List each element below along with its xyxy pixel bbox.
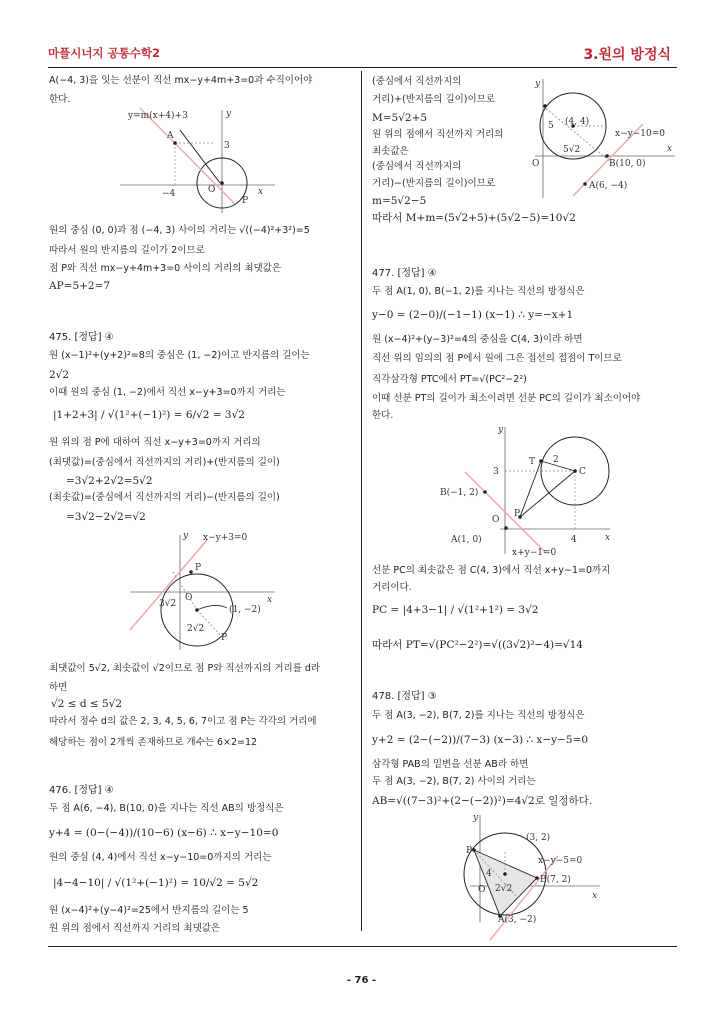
fig477-C: C (579, 467, 586, 477)
column-divider (361, 71, 362, 931)
p477-after-1: 선분 PC의 최솟값은 점 C(4, 3)에서 직선 x+y−1=0까지 (372, 565, 611, 576)
p477-line-3: 원 (x−4)²+(y−3)²=4의 중심을 C(4, 3)이라 하면 (372, 334, 583, 345)
p474-line-2: 따라서 원의 반지름의 길이가 2이므로 (49, 245, 205, 256)
p477-line-2: y−0 = (2−0)/(−1−1) (x−1) ∴ y=−x+1 (372, 309, 574, 321)
problem-476-title: 476. [정답] ④ (49, 785, 114, 796)
header-rule (48, 67, 677, 68)
fig477-four: 4 (571, 535, 577, 545)
p477-after-4: 따라서 PT=√(PC²−2²)=√((3√2)²−4)=√14 (372, 639, 583, 651)
fig478-y: y (473, 813, 479, 823)
p478-line-2: y+2 = (2−(−2))/(7−3) (x−3) ∴ x−y−5=0 (372, 734, 589, 746)
p475-line-2: 2√2 (49, 369, 70, 381)
figure-478 (460, 812, 610, 924)
fig476-center: (4, 4) (565, 117, 590, 127)
p475-after-5: 해당하는 점이 2개씩 존재하므로 개수는 6×2=12 (49, 737, 258, 748)
fig478-d: 2√2 (495, 884, 513, 894)
footer-rule (48, 946, 677, 947)
p474-line-1: 원의 중심 (0, 0)과 점 (−4, 3) 사이의 거리는 √((−4)²+3²)=5 (49, 225, 310, 236)
intro-line-1: A(−4, 3)을 잇는 선분이 직선 mx−y+4m+3=0과 수직이어야 (49, 75, 313, 86)
r476-line-7: 거리)−(반지름의 길이)이므로 (372, 178, 496, 189)
p476-line-4: |4−4−10| / √(1²+(−1)²) = 10/√2 = 5√2 (53, 877, 259, 889)
p475-line-4: |1+2+3| / √(1²+(−1)²) = 6/√2 = 3√2 (53, 409, 245, 421)
fig475-x: x (267, 595, 273, 605)
fig475-O: O (185, 593, 193, 603)
fig476-y: y (535, 79, 541, 89)
p475-line-3: 이때 원의 중심 (1, −2)에서 직선 x−y+3=0까지 거리는 (49, 387, 286, 398)
p478-line-4: 두 점 A(3, −2), B(7, 2) 사이의 거리는 (372, 776, 536, 787)
figure-476 (515, 76, 680, 201)
fig477-P: P (514, 509, 521, 519)
fig476-x: x (667, 144, 673, 154)
p478-line-5: AB=√((7−3)²+(2−(−2))²)=4√2로 일정하다. (372, 795, 593, 807)
fig476-O: O (532, 159, 540, 169)
fig475-eq: x−y+3=0 (203, 533, 248, 543)
fig474-x: x (258, 187, 264, 197)
p477-after-3: PC = |4+3−1| / √(1²+1²) = 3√2 (372, 604, 539, 616)
fig475-d2: 2√2 (187, 624, 205, 634)
fig474-y3: 3 (224, 141, 230, 151)
p475-line-7: =3√2+2√2=5√2 (66, 475, 153, 487)
r476-line-9: 따라서 M+m=(5√2+5)+(5√2−5)=10√2 (372, 212, 576, 224)
p478-line-3: 삼각형 PAB의 밑변을 선분 AB라 하면 (372, 759, 529, 770)
chapter-title: 3.원의 방정식 (583, 47, 671, 63)
p475-line-5: 원 위의 점 P에 대하여 직선 x−y+3=0까지 거리의 (49, 437, 261, 448)
problem-475-title: 475. [정답] ④ (49, 332, 114, 343)
fig477-eq: x+y−1=0 (512, 548, 557, 558)
fig478-O: O (478, 885, 486, 895)
page-number: - 76 - (346, 975, 377, 986)
problem-477-title: 477. [정답] ④ (372, 268, 437, 279)
r476-line-2: 거리)+(반지름의 길이)이므로 (372, 94, 496, 105)
figure-474 (120, 108, 280, 218)
p478-line-1: 두 점 A(3, −2), B(7, 2)를 지나는 직선의 방정식은 (372, 710, 585, 721)
r476-line-8: m=5√2−5 (372, 195, 427, 207)
fig477-T: T (529, 457, 536, 467)
fig474-xm4: −4 (162, 189, 176, 199)
fig476-eq: x−y−10=0 (615, 129, 665, 139)
book-title: 마플시너지 공통수학2 (48, 46, 160, 60)
p477-line-4: 직선 위의 임의의 점 P에서 원에 그은 접선의 접점이 T이므로 (372, 353, 622, 364)
fig476-five: 5 (548, 121, 554, 131)
fig474-eq: y=m(x+4)+3 (128, 111, 188, 121)
fig476-A: A(6, −4) (589, 181, 628, 191)
fig474-y: y (226, 109, 232, 119)
p477-line-1: 두 점 A(1, 0), B(−1, 2)를 지나는 직선의 방정식은 (372, 286, 585, 297)
p475-line-1: 원 (x−1)²+(y+2)²=8의 중심은 (1, −2)이고 반지름의 길이는 (49, 350, 310, 361)
p475-after-2: 하면 (49, 682, 68, 693)
fig476-B: B(10, 0) (609, 159, 646, 169)
fig475-P-top: P (195, 563, 202, 573)
p474-line-3: 점 P와 직선 mx−y+4m+3=0 사이의 거리의 최댓값은 (49, 263, 282, 274)
fig475-d1: 3√2 (159, 599, 177, 609)
fig478-four: 4 (486, 869, 492, 879)
p475-line-6: (최댓값)=(중심에서 직선까지의 거리)+(반지름의 길이) (49, 457, 280, 468)
fig477-two: 2 (553, 455, 559, 465)
figure-477 (440, 424, 615, 559)
p475-after-4: 따라서 정수 d의 값은 2, 3, 4, 5, 6, 7이고 점 P는 각각의 거리에 (49, 716, 317, 727)
p476-line-6: 원 위의 점에서 직선까지 거리의 최댓값은 (49, 923, 221, 934)
r476-line-1: (중심에서 직선까지의 (372, 76, 462, 87)
p477-line-5: 직각삼각형 PTC에서 PT=√(PC²−2²) (372, 374, 527, 385)
fig474-P: P (242, 196, 249, 206)
fig478-P: P (466, 846, 473, 856)
p475-after-1: 최댓값이 5√2, 최솟값이 √2이므로 점 P와 직선까지의 거리를 d라 (49, 663, 321, 674)
p476-line-5: 원 (x−4)²+(y−4)²=25에서 반지름의 길이는 5 (49, 905, 249, 916)
fig475-P-bottom: P (221, 633, 228, 643)
p476-line-3: 원의 중심 (4, 4)에서 직선 x−y−10=0까지의 거리는 (49, 852, 272, 863)
p477-after-2: 거리이다. (372, 582, 412, 593)
r476-line-6: (중심에서 직선까지의 (372, 161, 462, 172)
intro-line-2: 한다. (49, 94, 71, 105)
fig478-x: x (592, 891, 598, 901)
fig477-O: O (492, 515, 500, 525)
fig478-eq: x−y−5=0 (538, 856, 583, 866)
fig475-y: y (183, 531, 189, 541)
p474-line-4: AP=5+2=7 (49, 280, 111, 292)
fig478-A: A(3, −2) (498, 915, 537, 925)
fig477-x: x (605, 533, 611, 543)
r476-line-4: 원 위의 점에서 직선까지 거리의 (372, 129, 504, 140)
fig475-center: (1, −2) (229, 605, 261, 615)
p475-after-3: √2 ≤ d ≤ 5√2 (51, 698, 123, 710)
p475-line-9: =3√2−2√2=√2 (66, 511, 146, 523)
fig474-O: O (208, 185, 216, 195)
fig476-d: 5√2 (563, 145, 581, 155)
r476-line-3: M=5√2+5 (372, 112, 428, 124)
fig474-A: A (167, 131, 174, 141)
p476-line-2: y+4 = (0−(−4))/(10−6) (x−6) ∴ x−y−10=0 (49, 827, 279, 839)
figure-475 (125, 530, 285, 655)
fig477-B: B(−1, 2) (440, 488, 479, 498)
p477-line-6: 이때 선분 PT의 길이가 최소이려면 선분 PC의 길이가 최소이어야 (372, 393, 641, 404)
fig477-y: y (498, 425, 504, 435)
p476-line-1: 두 점 A(6, −4), B(10, 0)을 지나는 직선 AB의 방정식은 (49, 803, 284, 814)
fig477-A: A(1, 0) (451, 535, 482, 545)
fig478-center: (3, 2) (526, 833, 551, 843)
fig477-three: 3 (493, 467, 499, 477)
p475-line-8: (최솟값)=(중심에서 직선까지의 거리)−(반지름의 길이) (49, 492, 280, 503)
fig478-B: B(7, 2) (540, 875, 571, 885)
r476-line-5: 최솟값은 (372, 146, 409, 157)
p477-line-7: 한다. (372, 410, 394, 421)
problem-478-title: 478. [정답] ③ (372, 691, 437, 702)
